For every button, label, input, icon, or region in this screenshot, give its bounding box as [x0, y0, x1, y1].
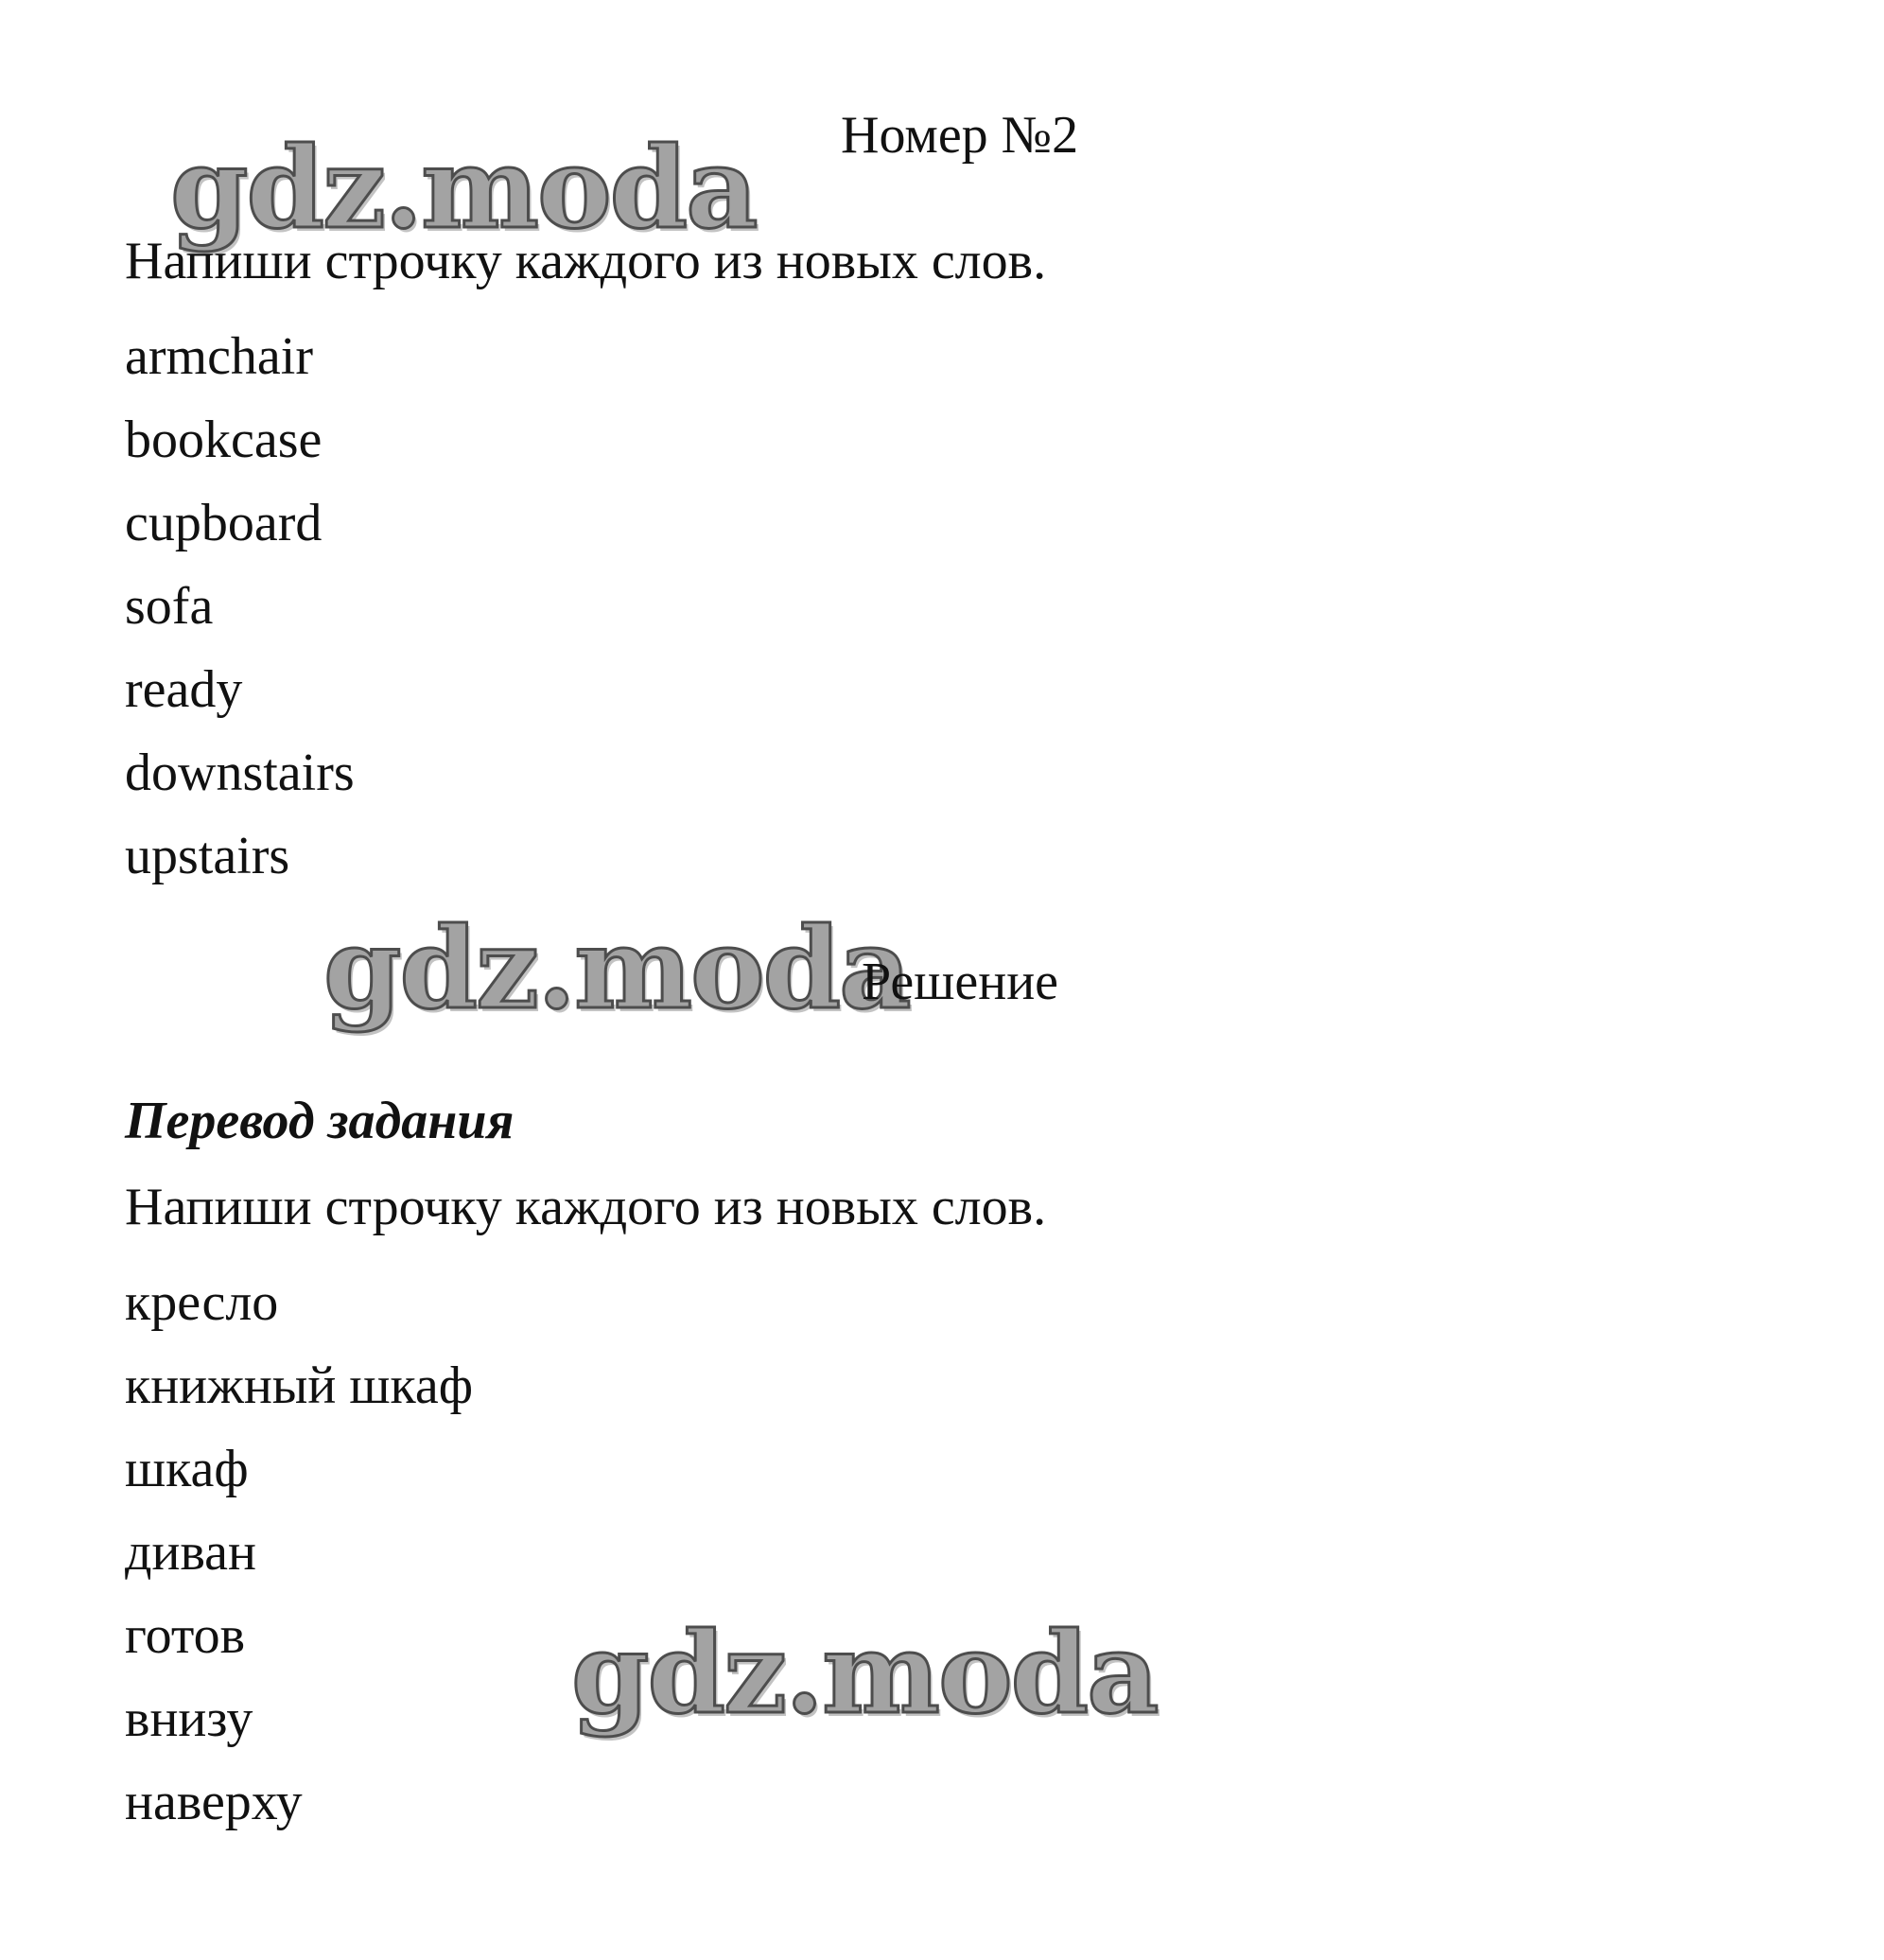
- watermark-logo: gdz.moda: [323, 902, 910, 1034]
- watermark-logo: gdz.moda: [170, 122, 757, 254]
- english-word-list: [125, 315, 355, 898]
- task-number-heading: Номер №2: [841, 106, 1079, 165]
- list-item: диван: [125, 1523, 256, 1582]
- list-item: cupboard: [125, 494, 323, 552]
- list-item: sofa: [125, 577, 214, 636]
- list-item: книжный шкаф: [125, 1356, 474, 1415]
- list-item: ready: [125, 660, 243, 719]
- translation-heading: Перевод задания: [125, 1092, 515, 1150]
- list-item: armchair: [125, 327, 313, 386]
- list-item: upstairs: [125, 827, 290, 885]
- list-item: кресло: [125, 1273, 279, 1332]
- translation-instruction: Напиши строчку каждого из новых слов.: [125, 1178, 1047, 1236]
- list-item: внизу: [125, 1689, 253, 1748]
- list-item: bookcase: [125, 411, 323, 469]
- task-instruction: Напиши строчку каждого из новых слов.: [125, 232, 1047, 290]
- watermark-logo: gdz.moda: [571, 1607, 1158, 1739]
- list-item: шкаф: [125, 1440, 249, 1498]
- list-item: downstairs: [125, 744, 355, 802]
- list-item: наверху: [125, 1773, 303, 1831]
- russian-word-list: [125, 1261, 473, 1844]
- list-item: готов: [125, 1606, 246, 1665]
- solution-heading: Решение: [862, 953, 1059, 1011]
